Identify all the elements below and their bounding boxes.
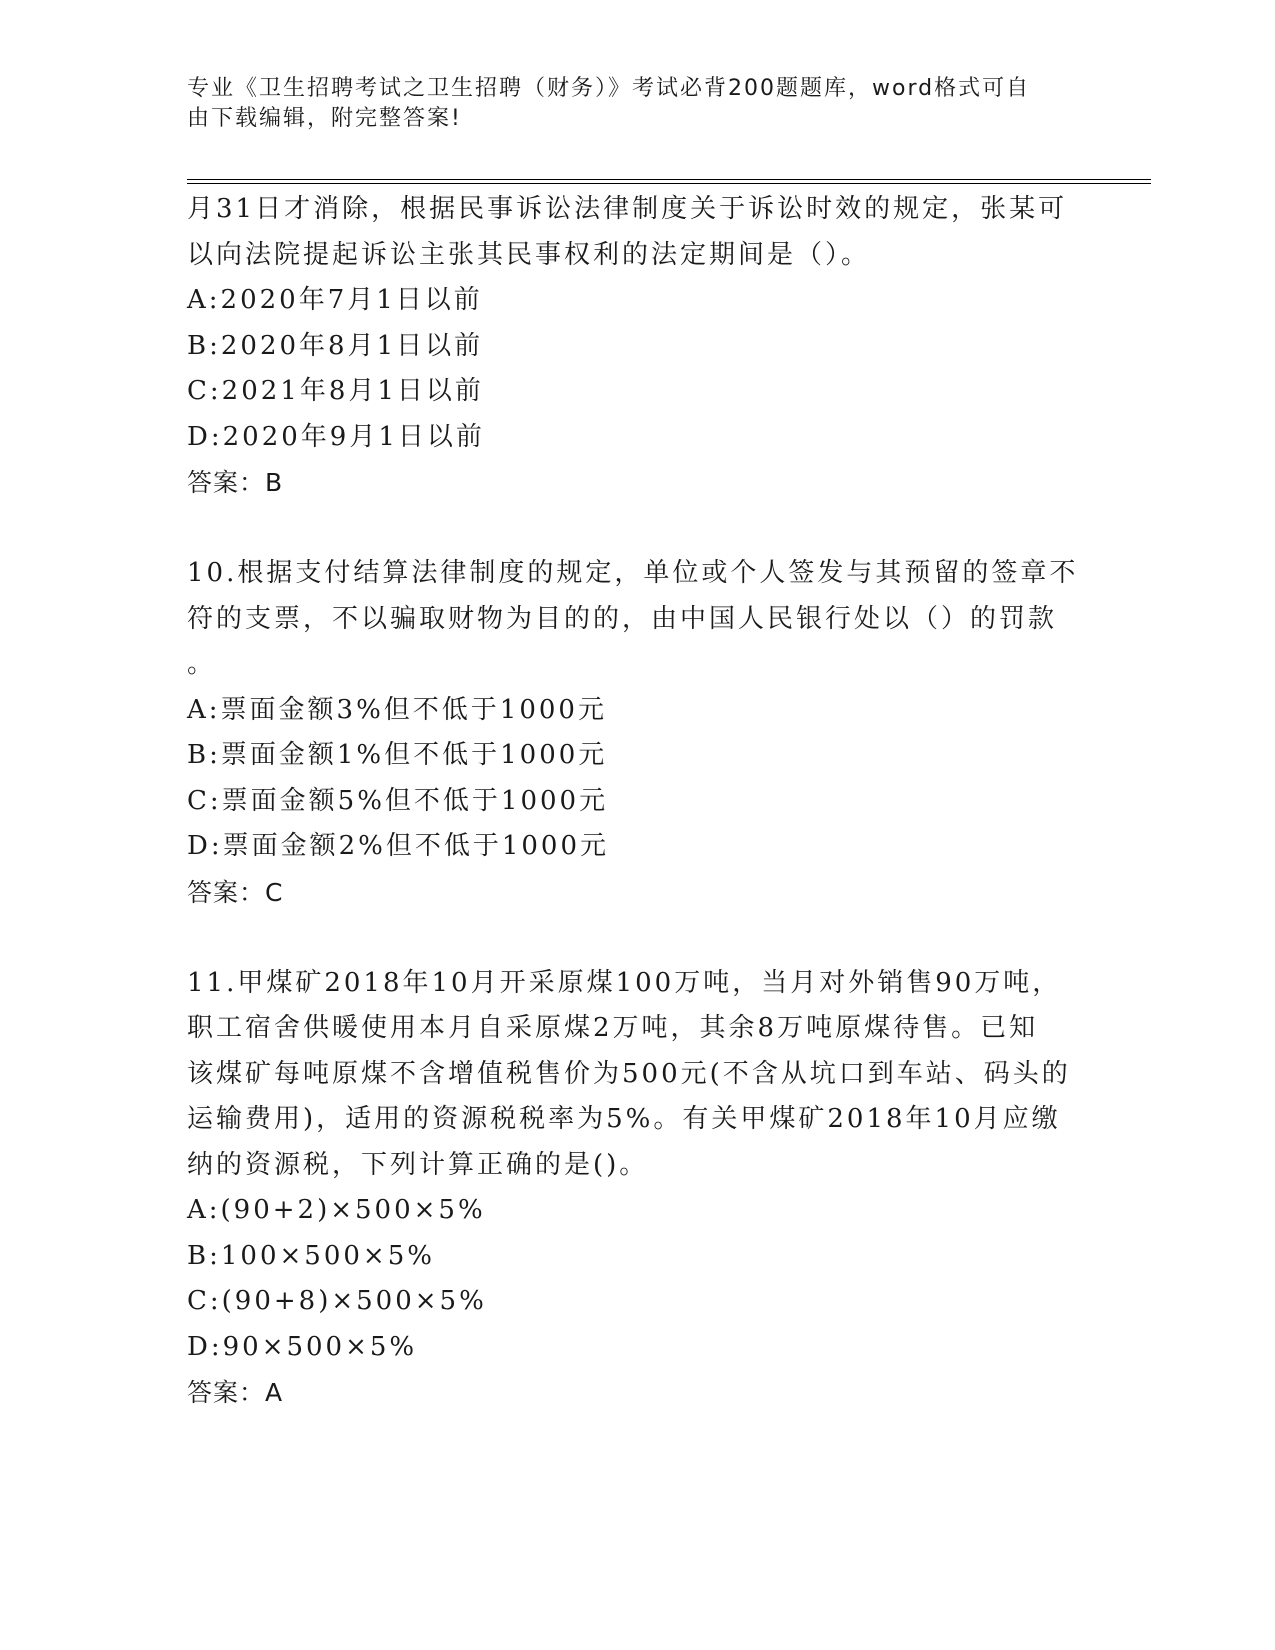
question-10 xyxy=(187,551,1087,915)
question-stem-line: 11.甲煤矿2018年10月开采原煤100万吨，当月对外销售90万吨， xyxy=(187,967,1062,998)
header-line-2: 由下载编辑，附完整答案! xyxy=(187,106,462,131)
option-b: B:100×500×5% xyxy=(187,1240,435,1271)
answer: 答案：B xyxy=(187,468,284,497)
answer: 答案：C xyxy=(187,877,284,907)
question-9 xyxy=(187,187,1087,506)
option-c: C:票面金额5%但不低于1000元 xyxy=(187,785,609,816)
document-header xyxy=(187,74,1067,134)
question-stem-line: 该煤矿每吨原煤不含增值税售价为500元(不含从坑口到车站、码头的 xyxy=(187,1058,1071,1089)
option-b: B:票面金额1%但不低于1000元 xyxy=(187,740,608,770)
question-stem-line: 以向法院提起诉讼主张其民事权利的法定期间是（）。 xyxy=(187,239,871,270)
option-d: D:2020年9月1日以前 xyxy=(187,421,485,452)
question-stem-line: 运输费用)，适用的资源税税率为5%。有关甲煤矿2018年10月应缴 xyxy=(187,1104,1061,1134)
option-c: C:(90+8)×500×5% xyxy=(187,1286,487,1316)
header-rule-top xyxy=(187,179,1151,180)
spacer xyxy=(187,506,1087,552)
question-stem-line: 。 xyxy=(187,649,217,679)
question-stem-line: 纳的资源税，下列计算正确的是()。 xyxy=(187,1149,649,1180)
option-d: D:90×500×5% xyxy=(187,1331,418,1362)
question-stem-line: 职工宿舍供暖使用本月自采原煤2万吨，其余8万吨原煤待售。已知 xyxy=(187,1013,1039,1043)
option-a: A:(90+2)×500×5% xyxy=(187,1195,486,1225)
question-stem-line: 月31日才消除，根据民事诉讼法律制度关于诉讼时效的规定，张某可 xyxy=(187,194,1068,224)
question-stem-line: 10.根据支付结算法律制度的规定，单位或个人签发与其预留的签章不 xyxy=(187,558,1079,588)
option-d: D:票面金额2%但不低于1000元 xyxy=(187,831,610,861)
header-rule-bottom xyxy=(187,183,1151,184)
option-b: B:2020年8月1日以前 xyxy=(187,330,484,361)
option-a: A:票面金额3%但不低于1000元 xyxy=(187,694,607,725)
option-a: A:2020年7月1日以前 xyxy=(187,285,483,315)
option-c: C:2021年8月1日以前 xyxy=(187,376,484,406)
question-stem-line: 符的支票，不以骗取财物为目的的，由中国人民银行处以（）的罚款 xyxy=(187,603,1058,634)
header-line-1: 专业《卫生招聘考试之卫生招聘（财务）》考试必背200题题库，word格式可自 xyxy=(187,76,1031,101)
spacer xyxy=(187,915,1087,961)
question-11 xyxy=(187,961,1087,1416)
answer: 答案：A xyxy=(187,1378,284,1407)
question-content xyxy=(187,187,1087,1416)
